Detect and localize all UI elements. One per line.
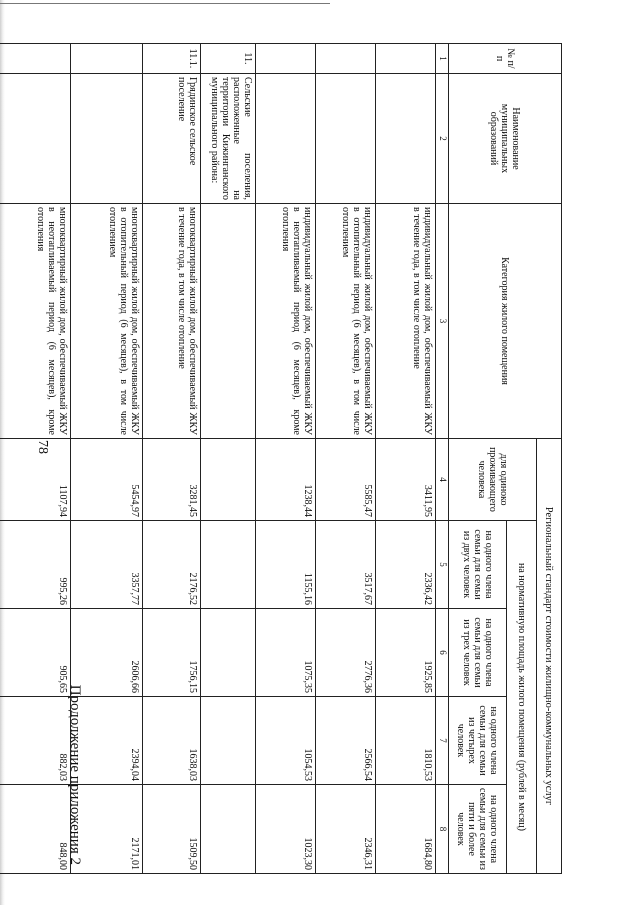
municipality-name — [256, 74, 316, 204]
value-family-3: 2776,36 — [316, 609, 376, 697]
column-number: 6 — [436, 609, 449, 697]
value-family-5: 848,00 — [0, 785, 71, 874]
row-number — [316, 44, 376, 74]
housing-category: многоквартирный жилой дом, обеспечиваемый ЖКУ в отопительный период (6 месяцев), в том числе отоплением — [71, 204, 143, 439]
housing-category: индивидуальный жилой дом, обеспечиваемый ЖКУ в отопительный период (6 месяцев), в том числе отоплением — [316, 204, 376, 439]
value-family-2: 3357,77 — [71, 521, 143, 609]
value-family-4 — [201, 697, 256, 785]
value-single: 3281,45 — [143, 439, 201, 521]
column-number: 5 — [436, 521, 449, 609]
municipality-name: Грядинское сельское поселение — [143, 74, 201, 204]
municipality-name — [0, 74, 71, 204]
value-single: 5585,47 — [316, 439, 376, 521]
table-row — [0, 44, 71, 874]
value-family-3 — [201, 609, 256, 697]
value-family-5: 2346,31 — [316, 785, 376, 874]
municipality-name — [71, 74, 143, 204]
header-family-4: на одного члена семьи для семьи из четырех человек — [449, 697, 507, 785]
table-row — [256, 44, 316, 874]
value-single — [201, 439, 256, 521]
value-single: 3411,95 — [376, 439, 436, 521]
page-number: 78 — [35, 440, 50, 454]
row-number — [71, 44, 143, 74]
table-row — [71, 44, 143, 874]
header-single: для одиноко проживающего человека — [449, 439, 537, 521]
value-single: 5454,97 — [71, 439, 143, 521]
value-single: 1107,94 — [0, 439, 71, 521]
column-number: 4 — [436, 439, 449, 521]
housing-category: индивидуальный жилой дом, обеспечиваемый ЖКУ в неотапливаемый период (6 месяцев), кроме отопления — [256, 204, 316, 439]
value-family-4: 882,03 — [0, 697, 71, 785]
header-category: Категория жилого помещения — [449, 204, 562, 439]
column-number: 2 — [436, 74, 449, 204]
column-numbers-row — [436, 44, 449, 874]
value-family-3: 905,65 — [0, 609, 71, 697]
row-number — [376, 44, 436, 74]
tariff-table — [0, 43, 562, 874]
table-row — [316, 44, 376, 874]
value-family-2: 995,26 — [0, 521, 71, 609]
value-family-5: 1684,80 — [376, 785, 436, 874]
header-family-3: на одного члена семьи для семьи из трех человек — [449, 609, 507, 697]
value-family-4: 2566,54 — [316, 697, 376, 785]
value-family-3: 1925,85 — [376, 609, 436, 697]
value-family-5: 1509,50 — [143, 785, 201, 874]
column-number: 7 — [436, 697, 449, 785]
value-family-2: 3517,67 — [316, 521, 376, 609]
value-family-4: 2394,04 — [71, 697, 143, 785]
header-name: Наименование муниципальных образований — [449, 74, 562, 204]
column-number: 1 — [436, 44, 449, 74]
municipality-name — [376, 74, 436, 204]
value-single: 1238,44 — [256, 439, 316, 521]
value-family-5: 1023,30 — [256, 785, 316, 874]
row-number: 11. — [201, 44, 256, 74]
municipality-name: Сельские поселения, расположенные на территории Кижинганского муниципального района: — [201, 74, 256, 204]
table-row — [376, 44, 436, 874]
housing-category: многоквартирный жилой дом, обеспечиваемый ЖКУ в неотапливаемый период (6 месяцев), кроме отопления — [0, 204, 71, 439]
value-family-2 — [201, 521, 256, 609]
value-family-2: 2176,52 — [143, 521, 201, 609]
appendix-title: Продолжение приложения 2 — [67, 684, 83, 865]
row-number — [256, 44, 316, 74]
value-family-4: 1810,53 — [376, 697, 436, 785]
value-family-3: 1756,15 — [143, 609, 201, 697]
header-no: № п/п — [449, 44, 562, 74]
column-number: 8 — [436, 785, 449, 874]
header-subgroup: на нормативную площадь жилого помещения (рублей в месяц) — [507, 521, 537, 874]
value-family-4: 1638,03 — [143, 697, 201, 785]
municipality-name — [316, 74, 376, 204]
value-family-5 — [201, 785, 256, 874]
value-family-3: 1075,35 — [256, 609, 316, 697]
header-family-2: на одного члена семьи для семьи из двух человек — [449, 521, 507, 609]
table-row — [201, 44, 256, 874]
housing-category: индивидуальный жилой дом, обеспечиваемый ЖКУ в течение года, в том числе отопление — [376, 204, 436, 439]
housing-category: многоквартирный жилой дом, обеспечиваемый ЖКУ в течение года, в том числе отопление — [143, 204, 201, 439]
header-group-title: Региональный стандарт стоимости жилищно-коммунальных услуг — [537, 439, 562, 874]
value-family-2: 1155,16 — [256, 521, 316, 609]
table-row — [143, 44, 201, 874]
column-number: 3 — [436, 204, 449, 439]
value-family-5: 2171,01 — [71, 785, 143, 874]
value-family-4: 1054,53 — [256, 697, 316, 785]
value-family-3: 2606,66 — [71, 609, 143, 697]
value-family-2: 2336,42 — [376, 521, 436, 609]
housing-category — [201, 204, 256, 439]
row-number: 11.1. — [143, 44, 201, 74]
row-number — [0, 44, 71, 74]
header-family-5: на одного члена семьи для семьи из пяти и более человек — [449, 785, 507, 874]
